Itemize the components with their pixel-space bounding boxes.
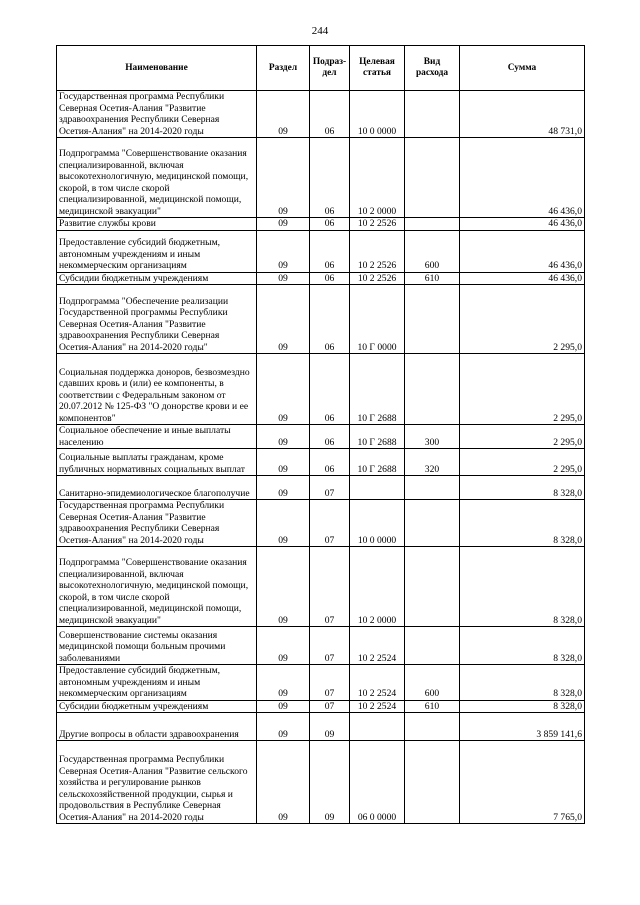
- cell-name: Санитарно-эпидемиологическое благополучие: [57, 476, 257, 500]
- cell-target: 10 2 2524: [350, 700, 405, 713]
- cell-name: Государственная программа Республики Северная Осетия-Алания "Развитие сельского хозяйства и регулирование рынков сельскохозяйственной продукции, сырья и продовольствия в Республике Северная Осетия-Алания" на 2014-2020 годы: [57, 741, 257, 824]
- cell-sum: 8 328,0: [460, 500, 585, 547]
- cell-sum: 7 765,0: [460, 741, 585, 824]
- cell-subsection: 06: [310, 272, 350, 285]
- table-row: [57, 138, 585, 218]
- cell-sum: 46 436,0: [460, 218, 585, 231]
- table-header-row: [57, 46, 585, 91]
- cell-section: 09: [257, 272, 310, 285]
- header-subsection: Подраз- дел: [310, 46, 350, 91]
- cell-target: 10 0 0000: [350, 91, 405, 138]
- table-row: [57, 91, 585, 138]
- table-row: [57, 230, 585, 272]
- cell-target: 10 2 2524: [350, 627, 405, 665]
- cell-name: Подпрограмма "Совершенствование оказания специализированной, включая высокотехнологичную, медицинской помощи, скорой, в том числе скорой специализированной, медицинской помощи, медицинской эвакуации": [57, 547, 257, 627]
- table-row: [57, 354, 585, 425]
- cell-subsection: 09: [310, 741, 350, 824]
- table-row: [57, 218, 585, 231]
- cell-target: 10 2 2524: [350, 665, 405, 701]
- cell-sum: 8 328,0: [460, 627, 585, 665]
- cell-section: 09: [257, 665, 310, 701]
- cell-name: Социальная поддержка доноров, безвозмездно сдавших кровь и (или) ее компоненты, в соответствии с Федеральным законом от 20.07.2012 № 125-ФЗ "О донорстве крови и ее компонентов": [57, 354, 257, 425]
- cell-name: Развитие службы крови: [57, 218, 257, 231]
- cell-subsection: 06: [310, 449, 350, 476]
- cell-sum: 2 295,0: [460, 425, 585, 449]
- cell-expense: [405, 91, 460, 138]
- cell-name: Другие вопросы в области здравоохранения: [57, 713, 257, 741]
- cell-section: 09: [257, 138, 310, 218]
- cell-subsection: 06: [310, 285, 350, 354]
- cell-target: 10 2 2526: [350, 272, 405, 285]
- cell-sum: 2 295,0: [460, 449, 585, 476]
- cell-name: Предоставление субсидий бюджетным, автономным учреждениям и иным некоммерческим организациям: [57, 665, 257, 701]
- cell-subsection: 07: [310, 547, 350, 627]
- cell-expense: [405, 138, 460, 218]
- table-row: [57, 547, 585, 627]
- cell-section: 09: [257, 741, 310, 824]
- table-row: [57, 425, 585, 449]
- cell-target: [350, 713, 405, 741]
- cell-sum: 48 731,0: [460, 91, 585, 138]
- cell-section: 09: [257, 500, 310, 547]
- cell-sum: 46 436,0: [460, 138, 585, 218]
- header-section: Раздел: [257, 46, 310, 91]
- cell-section: 09: [257, 230, 310, 272]
- table-row: [57, 700, 585, 713]
- cell-sum: 3 859 141,6: [460, 713, 585, 741]
- cell-expense: [405, 218, 460, 231]
- cell-target: 10 Г 2688: [350, 425, 405, 449]
- cell-section: 09: [257, 713, 310, 741]
- cell-target: [350, 476, 405, 500]
- cell-target: 10 2 0000: [350, 547, 405, 627]
- cell-sum: 8 328,0: [460, 476, 585, 500]
- cell-expense: 300: [405, 425, 460, 449]
- cell-section: 09: [257, 627, 310, 665]
- cell-subsection: 06: [310, 91, 350, 138]
- cell-sum: 2 295,0: [460, 285, 585, 354]
- cell-sum: 46 436,0: [460, 272, 585, 285]
- cell-section: 09: [257, 425, 310, 449]
- cell-subsection: 07: [310, 665, 350, 701]
- cell-target: 10 2 2526: [350, 230, 405, 272]
- table-row: [57, 627, 585, 665]
- cell-section: 09: [257, 285, 310, 354]
- cell-expense: [405, 476, 460, 500]
- cell-expense: 600: [405, 230, 460, 272]
- cell-subsection: 06: [310, 230, 350, 272]
- table-row: [57, 285, 585, 354]
- cell-expense: [405, 713, 460, 741]
- cell-name: Государственная программа Республики Северная Осетия-Алания "Развитие здравоохранения Республики Северная Осетия-Алания" на 2014-2020 годы: [57, 500, 257, 547]
- cell-subsection: 07: [310, 700, 350, 713]
- cell-subsection: 06: [310, 354, 350, 425]
- cell-subsection: 06: [310, 138, 350, 218]
- cell-section: 09: [257, 547, 310, 627]
- cell-sum: 46 436,0: [460, 230, 585, 272]
- cell-target: 10 2 0000: [350, 138, 405, 218]
- table-row: [57, 272, 585, 285]
- budget-table: [56, 45, 585, 824]
- cell-target: 10 0 0000: [350, 500, 405, 547]
- cell-target: 10 2 2526: [350, 218, 405, 231]
- cell-section: 09: [257, 91, 310, 138]
- cell-subsection: 06: [310, 218, 350, 231]
- cell-subsection: 07: [310, 476, 350, 500]
- header-sum: Сумма: [460, 46, 585, 91]
- cell-name: Государственная программа Республики Северная Осетия-Алания "Развитие здравоохранения Республики Северная Осетия-Алания" на 2014-2020 годы: [57, 91, 257, 138]
- cell-sum: 2 295,0: [460, 354, 585, 425]
- cell-expense: 600: [405, 665, 460, 701]
- table-row: [57, 476, 585, 500]
- page-number: 244: [311, 25, 329, 37]
- cell-section: 09: [257, 218, 310, 231]
- table-row: [57, 500, 585, 547]
- cell-expense: 610: [405, 272, 460, 285]
- cell-sum: 8 328,0: [460, 700, 585, 713]
- table-row: [57, 665, 585, 701]
- cell-name: Социальные выплаты гражданам, кроме публичных нормативных социальных выплат: [57, 449, 257, 476]
- header-expense: Вид расхода: [405, 46, 460, 91]
- cell-name: Подпрограмма "Совершенствование оказания специализированной, включая высокотехнологичную, медицинской помощи, скорой, в том числе скорой специализированной, медицинской помощи, медицинской эвакуации": [57, 138, 257, 218]
- cell-name: Совершенствование системы оказания медицинской помощи больным прочими заболеваниями: [57, 627, 257, 665]
- cell-section: 09: [257, 449, 310, 476]
- table-row: [57, 713, 585, 741]
- cell-expense: [405, 741, 460, 824]
- cell-expense: 610: [405, 700, 460, 713]
- cell-name: Субсидии бюджетным учреждениям: [57, 272, 257, 285]
- cell-subsection: 07: [310, 627, 350, 665]
- table-row: [57, 449, 585, 476]
- cell-name: Предоставление субсидий бюджетным, автономным учреждениям и иным некоммерческим организациям: [57, 230, 257, 272]
- cell-expense: 320: [405, 449, 460, 476]
- table-row: [57, 741, 585, 824]
- cell-subsection: 07: [310, 500, 350, 547]
- cell-section: 09: [257, 700, 310, 713]
- cell-expense: [405, 627, 460, 665]
- cell-name: Подпрограмма "Обеспечение реализации Государственной программы Республики Северная Осетия-Алания "Развитие здравоохранения Республики Северная Осетия-Алания" на 2014-2020 годы": [57, 285, 257, 354]
- cell-target: 10 Г 2688: [350, 354, 405, 425]
- cell-expense: [405, 285, 460, 354]
- cell-expense: [405, 547, 460, 627]
- cell-subsection: 09: [310, 713, 350, 741]
- cell-section: 09: [257, 354, 310, 425]
- cell-name: Субсидии бюджетным учреждениям: [57, 700, 257, 713]
- cell-subsection: 06: [310, 425, 350, 449]
- header-target: Целевая статья: [350, 46, 405, 91]
- header-name: Наименование: [57, 46, 257, 91]
- cell-sum: 8 328,0: [460, 547, 585, 627]
- cell-sum: 8 328,0: [460, 665, 585, 701]
- cell-target: 10 Г 2688: [350, 449, 405, 476]
- cell-expense: [405, 500, 460, 547]
- cell-section: 09: [257, 476, 310, 500]
- cell-target: 06 0 0000: [350, 741, 405, 824]
- cell-name: Социальное обеспечение и иные выплаты населению: [57, 425, 257, 449]
- cell-target: 10 Г 0000: [350, 285, 405, 354]
- cell-expense: [405, 354, 460, 425]
